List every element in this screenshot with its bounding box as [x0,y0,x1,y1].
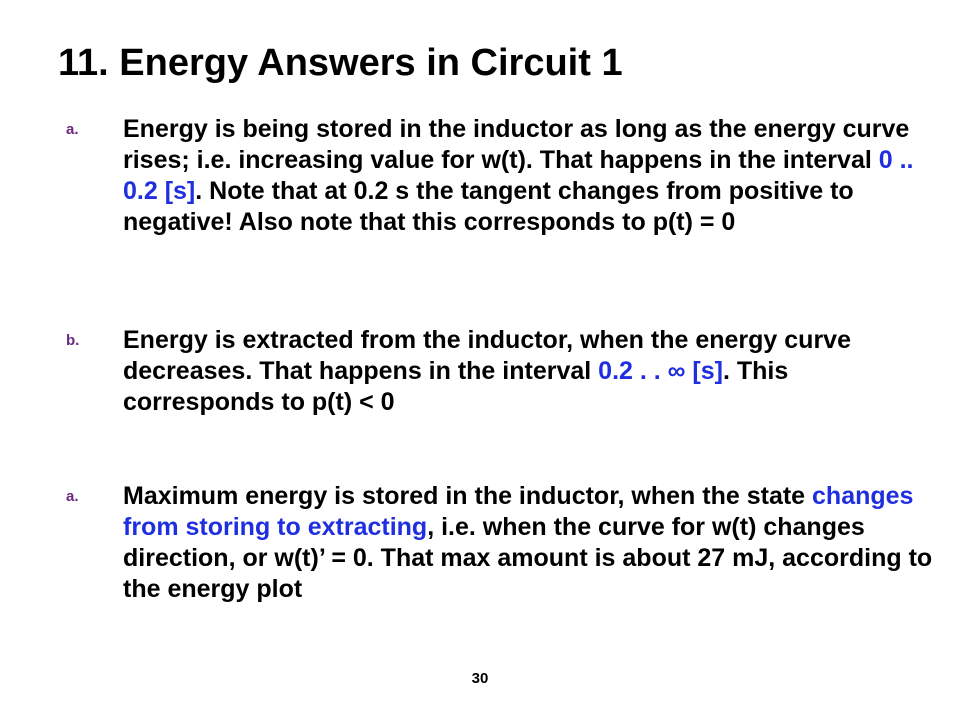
list-item-text [123,114,943,238]
list-item-c [66,481,946,605]
text-run: . This corresponds to p(t) < 0 [123,357,789,416]
list-item-a [66,114,946,238]
list-marker: a. [66,488,79,505]
list-marker: b. [66,332,80,349]
slide-title: 11. Energy Answers in Circuit 1 [58,42,623,84]
list-item-text [123,325,943,418]
highlighted-interval: 0.2 . . ∞ [s] [598,357,723,385]
highlighted-interval: 0 .. 0.2 [s] [123,146,914,205]
text-run: , i.e. when the curve for w(t) changes direction, or w(t)’ = 0. That max amount is about 27 mJ, according to the energy plot [123,513,933,603]
text-run: Maximum energy is stored in the inductor, when the state [123,482,813,510]
list-marker: a. [66,121,79,138]
text-run: Energy is being stored in the inductor as long as the energy curve rises; i.e. increasing value for w(t). That happens in the interval [123,115,910,174]
text-run: . Note that at 0.2 s the tangent changes from positive to negative! Also note that this corresponds to p(t) = 0 [123,177,854,236]
highlighted-phrase: changes from storing to extracting [123,482,914,541]
page-number: 30 [471,670,489,687]
text-run: Energy is extracted from the inductor, when the energy curve decreases. That happens in the interval [123,326,851,385]
list-item-b [66,325,946,418]
list-item-text [123,481,943,605]
